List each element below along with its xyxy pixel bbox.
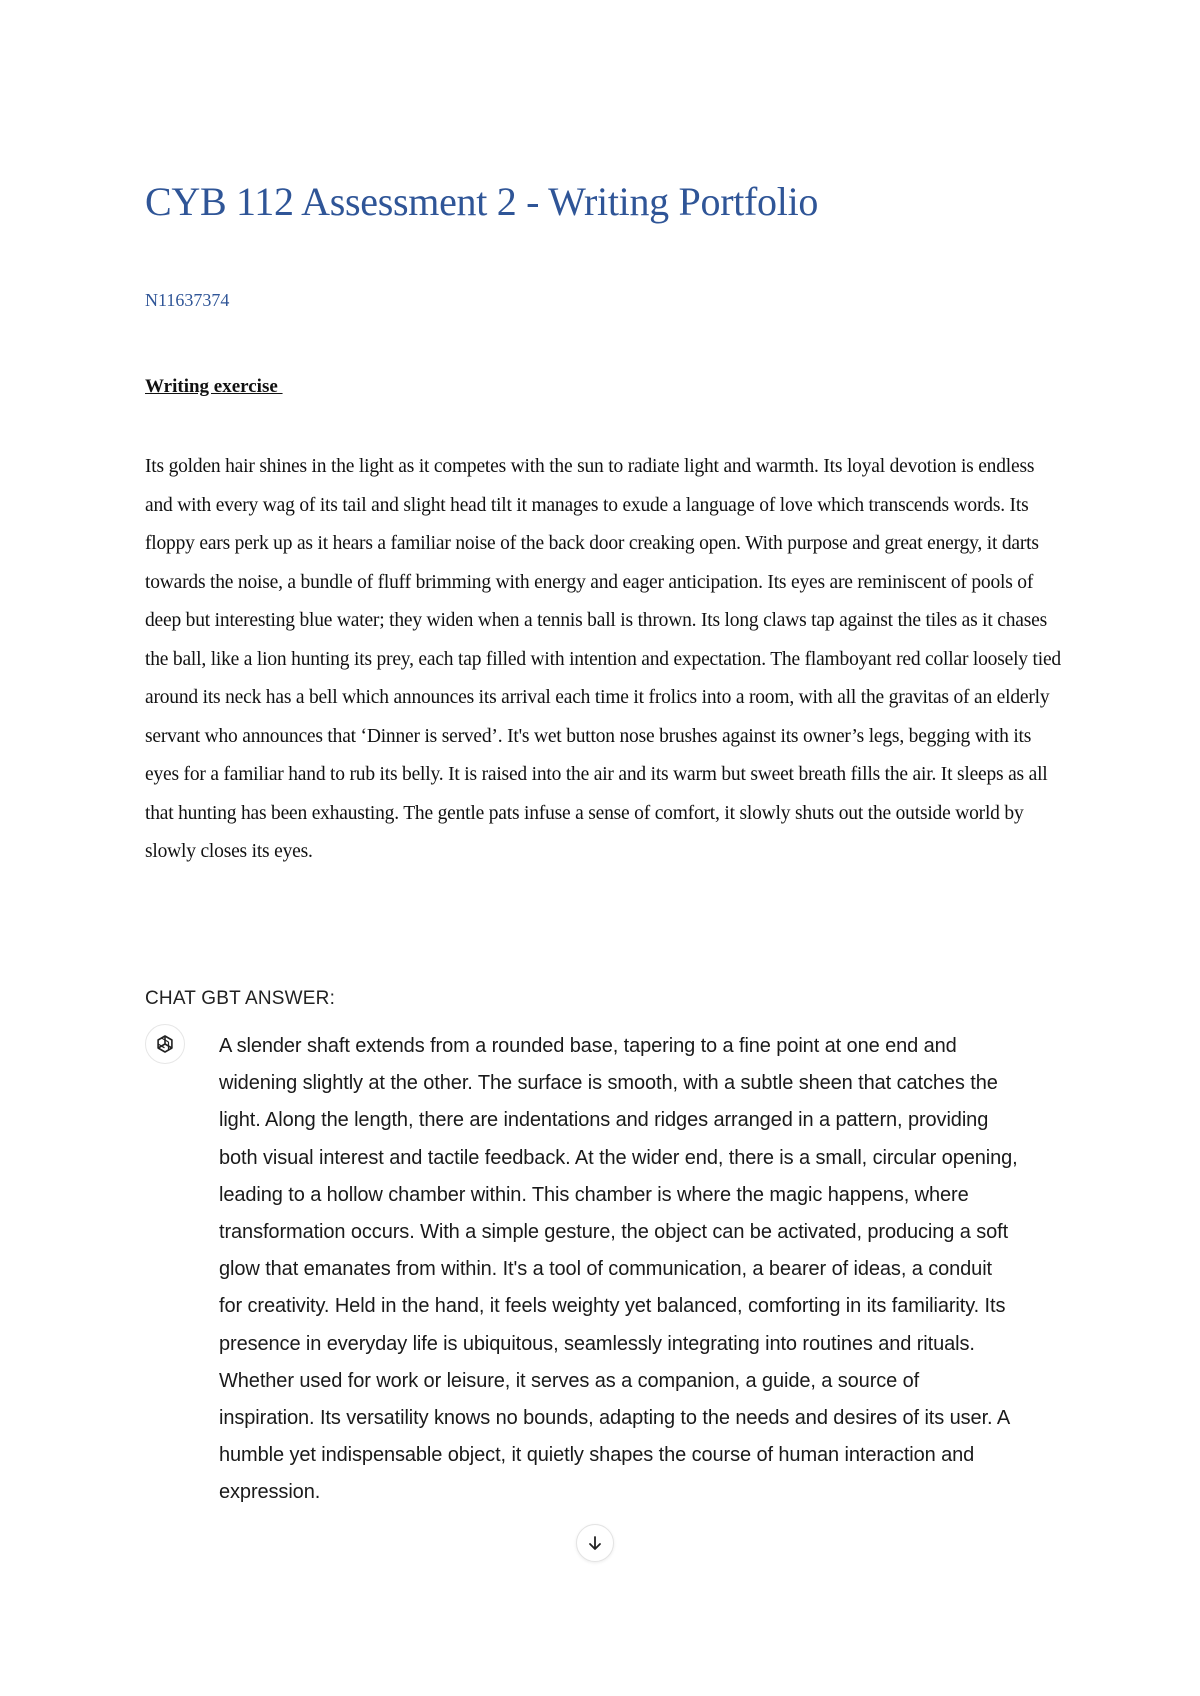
chat-answer-label: CHAT GBT ANSWER:: [145, 988, 336, 1009]
essay-paragraph: Its golden hair shines in the light as it competes with the sun to radiate light and warmth. Its loyal devotion is endless and with every wag of its tail and slight head tilt it manages to exude a language of love which transcends words. Its floppy ears perk up as it hears a familiar noise of the back door creaking open. With purpose and great energy, it darts towards the noise, a bundle of fluff brimming with energy and eager anticipation. Its eyes are reminiscent of pools of deep but interesting blue water; they widen when a tennis ball is thrown. Its long claws tap against the tiles as it chases the ball, like a lion hunting its prey, each tap filled with intention and expectation. The flamboyant red collar loosely tied around its neck has a bell which announces its arrival each time it frolics into a room, with all the gravitas of an elderly servant who announces that ‘Dinner is served’. It's wet button nose brushes against its owner’s legs, begging with its eyes for a familiar hand to rub its belly. It is raised into the air and its warm but sweet breath fills the air. It sleeps as all that hunting has been exhausting. The gentle pats infuse a sense of comfort, it slowly shuts out the outside world by slowly closes its eyes.: [145, 456, 1061, 862]
scroll-down-button[interactable]: [576, 1524, 614, 1562]
section-heading: Writing exercise: [145, 376, 283, 397]
student-id: N11637374: [145, 290, 230, 310]
arrow-down-icon: [586, 1534, 604, 1552]
document-title: CYB 112 Assessment 2 - Writing Portfolio: [145, 179, 819, 224]
chat-response-text: A slender shaft extends from a rounded base, tapering to a fine point at one end and widening slightly at the other. The surface is smooth, with a subtle sheen that catches the light. Along the length, there are indentations and ridges arranged in a pattern, providing both visual interest and tactile feedback. At the wider end, there is a small, circular opening, leading to a hollow chamber within. This chamber is where the magic happens, where transformation occurs. With a simple gesture, the object can be activated, producing a soft glow that emanates from within. It's a tool of communication, a bearer of ideas, a conduit for creativity. Held in the hand, it feels weighty yet balanced, comforting in its familiarity. Its presence in everyday life is ubiquitous, seamlessly integrating into routines and rituals. Whether used for work or leisure, it serves as a companion, a guide, a source of inspiration. Its versatility knows no bounds, adapting to the needs and desires of its user. A humble yet indispensable object, it quietly shapes the course of human interaction and expression.: [219, 1035, 1018, 1504]
openai-logo-icon: [145, 1024, 185, 1064]
chat-response-block: [145, 1024, 1045, 1564]
